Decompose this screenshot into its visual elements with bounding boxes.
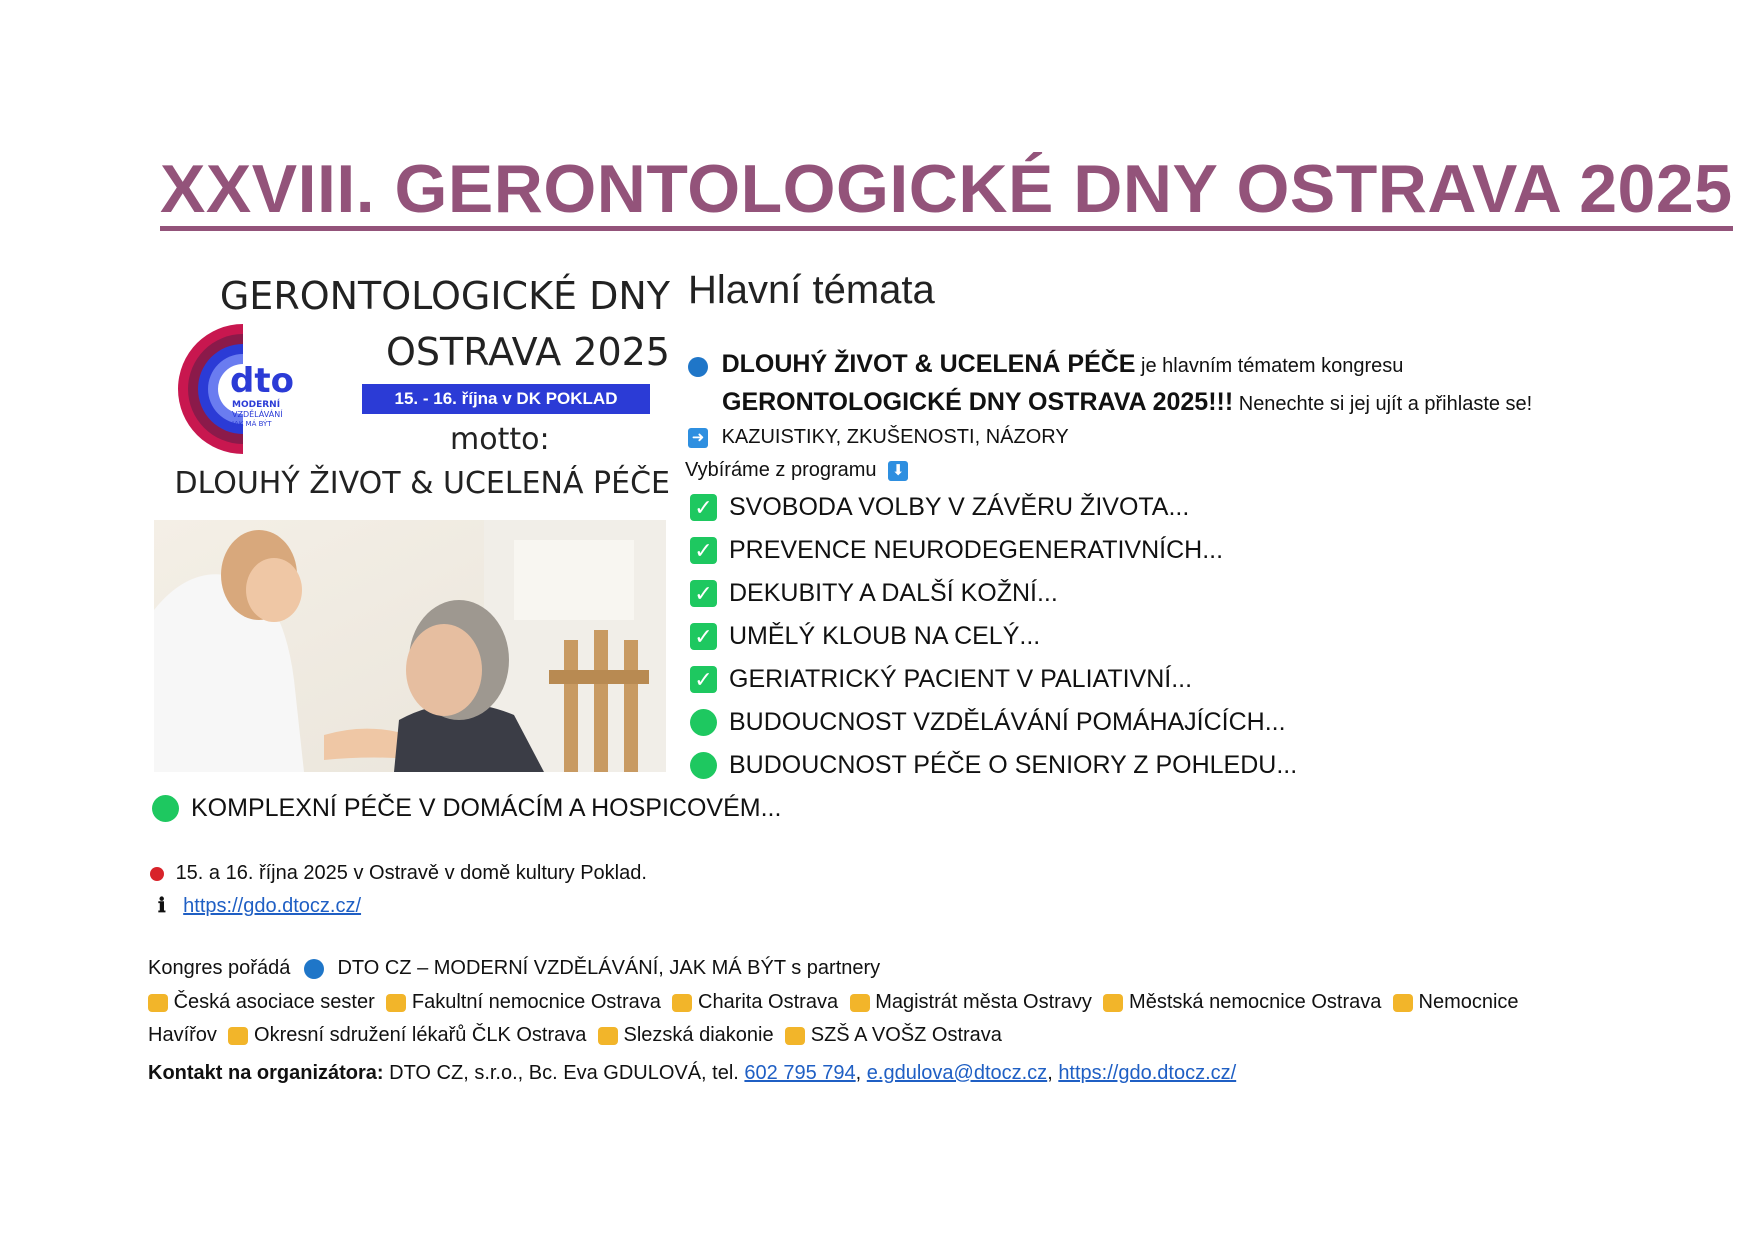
handshake-icon xyxy=(785,1027,805,1045)
email-link[interactable]: e.gdulova@dtocz.cz xyxy=(866,1062,1048,1084)
phone-link[interactable]: 602 795 794 xyxy=(744,1062,856,1084)
svg-text:VZDĚLÁVÁNÍ: VZDĚLÁVÁNÍ xyxy=(232,410,283,419)
info-icon: ℹ xyxy=(158,893,166,917)
poster-title-line1: GERONTOLOGICKÉ DNY xyxy=(219,274,670,318)
intro-line-2: GERONTOLOGICKÉ DNY OSTRAVA 2025!!! Nenechte si jej ujít a přihlaste se! xyxy=(722,388,1533,416)
check-icon: ✓ xyxy=(690,537,717,564)
program-item: KOMPLEXNÍ PÉČE V DOMÁCÍM A HOSPICOVÉM... xyxy=(152,793,781,823)
contact-line: Kontakt na organizátora: DTO CZ, s.r.o., Bc. Eva GDULOVÁ, tel. 602 795 794, e.gdulova@dtocz.cz, https://gdo.dtocz.cz/ xyxy=(148,1062,1237,1084)
handshake-icon xyxy=(672,994,692,1012)
check-icon: ✓ xyxy=(690,623,717,650)
handshake-icon xyxy=(598,1027,618,1045)
logo-text: dto xyxy=(230,361,294,401)
event-url-line xyxy=(158,893,361,918)
intro-line-1: DLOUHÝ ŽIVOT & UCELENÁ PÉČE je hlavním tématem kongresu xyxy=(688,350,1403,379)
program-label-line: Vybíráme z programu ⬇ xyxy=(685,459,908,482)
check-icon: ✓ xyxy=(690,580,717,607)
program-item: ✓ PREVENCE NEURODEGENERATIVNÍCH... xyxy=(690,535,1223,565)
contact-url-link[interactable]: https://gdo.dtocz.cz/ xyxy=(1058,1062,1237,1084)
motto-text: DLOUHÝ ŽIVOT & UCELENÁ PÉČE xyxy=(174,466,670,501)
kazuistiky-line: ➜ KAZUISTIKY, ZKUŠENOSTI, NÁZORY xyxy=(688,426,1069,449)
handshake-icon xyxy=(386,994,406,1012)
blue-circle-icon xyxy=(304,959,324,979)
date-banner: 15. - 16. října v DK POKLAD xyxy=(362,384,650,414)
blue-circle-icon xyxy=(688,357,708,377)
handshake-icon xyxy=(148,994,168,1012)
program-item: BUDOUCNOST VZDĚLÁVÁNÍ POMÁHAJÍCÍCH... xyxy=(690,707,1286,737)
partners-line-2: Havířov Okresní sdružení lékařů ČLK Ostrava Slezská diakonie SZŠ A VOŠZ Ostrava xyxy=(148,1024,1002,1046)
program-item: ✓ GERIATRICKÝ PACIENT V PALIATIVNÍ... xyxy=(690,664,1192,694)
green-circle-icon xyxy=(690,709,717,736)
event-poster xyxy=(150,270,670,770)
handshake-icon xyxy=(1393,994,1413,1012)
check-icon: ✓ xyxy=(690,666,717,693)
handshake-icon xyxy=(228,1027,248,1045)
dto-logo xyxy=(178,324,308,454)
partners-line-1: Česká asociace sester Fakultní nemocnice Ostrava Charita Ostrava Magistrát města Ostravy Městská nemocnice Ostrava Nemocnice xyxy=(148,991,1519,1014)
down-arrow-icon: ⬇ xyxy=(888,461,908,481)
pin-icon xyxy=(150,867,164,881)
organizers-line: Kongres pořádá DTO CZ – MODERNÍ VZDĚLÁVÁNÍ, JAK MÁ BÝT s partnery xyxy=(148,957,881,980)
motto-label: motto: xyxy=(450,422,550,457)
nurse-senior-photo xyxy=(154,520,666,772)
program-item: ✓ DEKUBITY A DALŠÍ KOŽNÍ... xyxy=(690,578,1058,608)
event-date-line: 15. a 16. října 2025 v Ostravě v domě kultury Poklad. xyxy=(150,862,647,885)
program-item: BUDOUCNOST PÉČE O SENIORY Z POHLEDU... xyxy=(690,750,1297,780)
handshake-icon xyxy=(850,994,870,1012)
topics-heading: Hlavní témata xyxy=(688,268,935,312)
program-item: ✓ SVOBODA VOLBY V ZÁVĚRU ŽIVOTA... xyxy=(690,492,1189,522)
check-icon: ✓ xyxy=(690,494,717,521)
poster-title-line2: OSTRAVA 2025 xyxy=(385,330,670,374)
program-item: ✓ UMĚLÝ KLOUB NA CELÝ... xyxy=(690,621,1040,651)
svg-text:MODERNÍ: MODERNÍ xyxy=(232,400,281,410)
page-title: XXVIII. GERONTOLOGICKÉ DNY OSTRAVA 2025 xyxy=(160,152,1733,231)
svg-text:JAK MÁ BÝT: JAK MÁ BÝT xyxy=(232,420,272,428)
event-url-link[interactable]: https://gdo.dtocz.cz/ xyxy=(183,895,362,917)
right-arrow-icon: ➜ xyxy=(688,428,708,448)
handshake-icon xyxy=(1103,994,1123,1012)
green-circle-icon xyxy=(152,795,179,822)
green-circle-icon xyxy=(690,752,717,779)
